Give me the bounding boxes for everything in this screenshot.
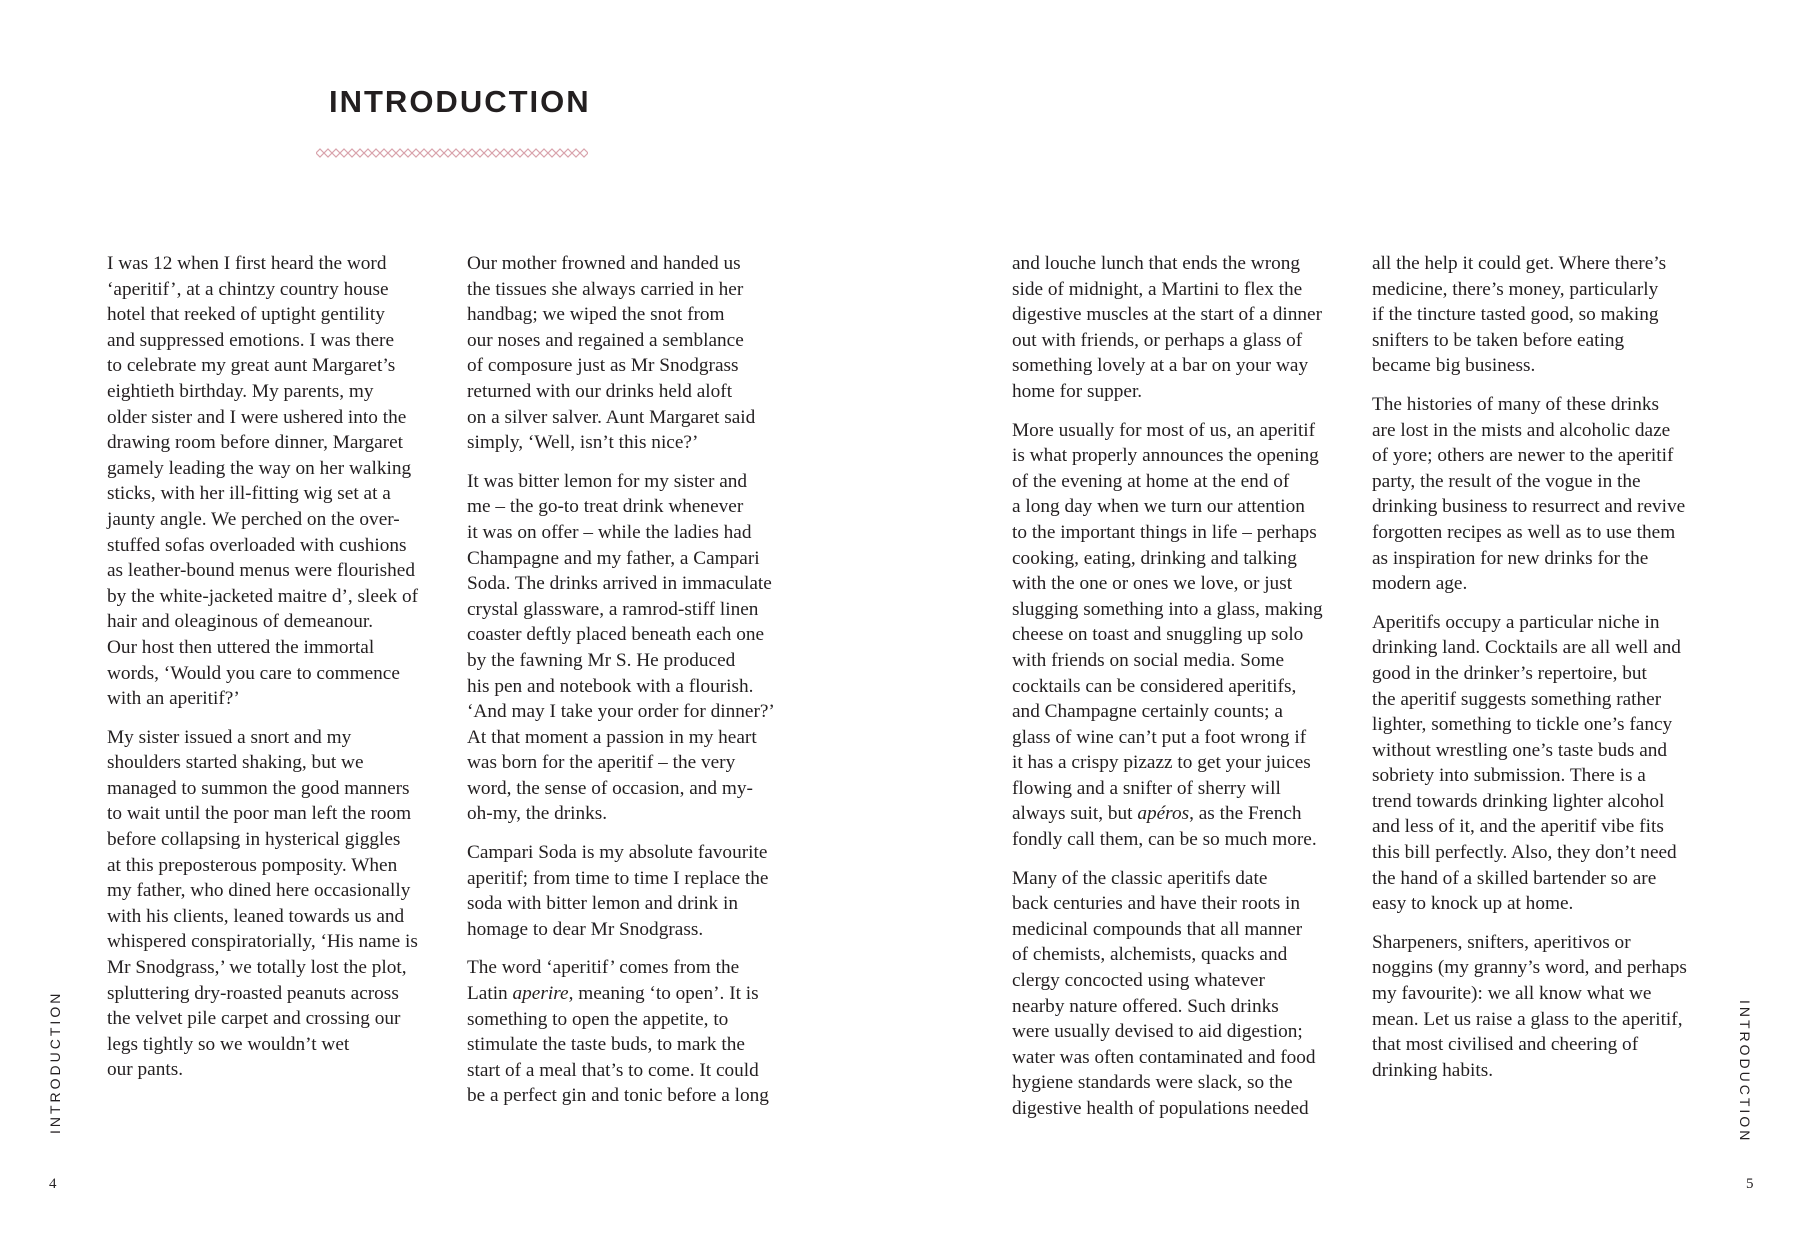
paragraph: It was bitter lemon for my sister and me – the go-to treat drink whenever it was on offer – while the ladies had Champagne and my father, a Campari Soda. The drinks arrived in immaculate crystal glassware, a ramrod-stiff linen coaster deftly placed beneath each one by the fawning Mr S. He produced his pen and notebook with a flourish. ‘And may I take your order for dinner?’ At that moment a passion in my heart was born for the aperitif – the very word, the sense of occasion, and my- oh-my, the drinks. <box>467 470 775 825</box>
text-column-2 <box>467 251 817 1122</box>
paragraph: Sharpeners, snifters, aperitivos or noggins (my granny’s word, and perhaps my favourite): we all know what we mean. Let us raise a glass to the aperitif, that most civilised and cheering of drinking habits. <box>1372 931 1687 1081</box>
paragraph: More usually for most of us, an aperitif is what properly announces the opening of the evening at home at the end of a long day when we turn our attention to the important things in life – perhaps cooking, eating, drinking and talking with the one or ones we love, or just slugging something into a glass, making cheese on toast and snuggling up solo with friends on social media. Some cocktails can be considered aperitifs, and Champagne certainly counts; a glass of wine can’t put a foot wrong if it has a crispy pizazz to get your juices flowing and a snifter of sherry will always suit, but apéros, as the French fondly call them, can be so much more. <box>1012 419 1323 851</box>
page-number-left: 4 <box>49 1176 57 1192</box>
paragraph: and louche lunch that ends the wrong side of midnight, a Martini to flex the digestive muscles at the start of a dinner out with friends, or perhaps a glass of something lovely at a bar on your way home for supper. <box>1012 253 1323 402</box>
italic-term: aperire <box>512 983 569 1005</box>
page-heading: INTRODUCTION <box>329 84 591 119</box>
text-column-4 <box>1372 251 1717 1096</box>
running-head-left: INTRODUCTION <box>47 990 63 1134</box>
paragraph: all the help it could get. Where there’s medicine, there’s money, particularly if the tincture tasted good, so making snifters to be taken before eating became big business. <box>1372 253 1667 377</box>
paragraph: Many of the classic aperitifs date back centuries and have their roots in medicinal compounds that all manner of chemists, alchemists, quacks and clergy concocted using whatever nearby nature offered. Such drinks were usually devised to aid digestion; water was often contaminated and food hygiene standards were slack, so the digestive health of populations needed <box>1012 867 1316 1119</box>
paragraph: My sister issued a snort and my shoulders started shaking, but we managed to summon the good manners to wait until the poor man left the room before collapsing in hysterical giggles at this preposterous pomposity. When my father, who dined here occasionally with his clients, leaned towards us and whispered conspiratorially, ‘His name is Mr Snodgrass,’ we totally lost the plot, spluttering dry-roasted peanuts across the velvet pile carpet and crossing our legs tightly so we wouldn’t wet our pants. <box>107 726 418 1081</box>
paragraph: Campari Soda is my absolute favourite aperitif; from time to time I replace the soda with bitter lemon and drink in homage to dear Mr Snodgrass. <box>467 842 769 940</box>
text-column-3 <box>1012 251 1357 1135</box>
italic-term: apéros <box>1137 803 1190 825</box>
text-column-1 <box>107 251 447 1096</box>
page-number-right: 5 <box>1746 1176 1754 1192</box>
running-head-right: INTRODUCTION <box>1737 1000 1753 1144</box>
zigzag-ornament-icon <box>316 147 588 159</box>
paragraph: Our mother frowned and handed us the tissues she always carried in her handbag; we wiped the snot from our noses and regained a semblance of composure just as Mr Snodgrass returned with our drinks held aloft on a silver salver. Aunt Margaret said simply, ‘Well, isn’t this nice?’ <box>467 253 756 454</box>
paragraph: Aperitifs occupy a particular niche in drinking land. Cocktails are all well and good in the drinker’s repertoire, but the aperitif suggests something rather lighter, something to tickle one’s fancy without wrestling one’s taste buds and sobriety into submission. There is a trend towards drinking lighter alcohol and less of it, and the aperitif vibe fits this bill perfectly. Also, they don’t need the hand of a skilled bartender so are easy to knock up at home. <box>1372 611 1681 915</box>
paragraph: The histories of many of these drinks are lost in the mists and alcoholic daze of yore; others are newer to the aperitif party, the result of the vogue in the drinking business to resurrect and revive forgotten recipes as well as to use them as inspiration for new drinks for the modern age. <box>1372 393 1686 595</box>
paragraph: I was 12 when I first heard the word ‘aperitif’, at a chintzy country house hotel that reeked of uptight gentility and suppressed emotions. I was there to celebrate my great aunt Margaret’s eightieth birthday. My parents, my older sister and I were ushered into the drawing room before dinner, Margaret gamely leading the way on her walking sticks, with her ill-fitting wig set at a jaunty angle. We perched on the over- stuffed sofas overloaded with cushions as leather-bound menus were flourished by the white-jacketed maitre d’, sleek of hair and oleaginous of demeanour. Our host then uttered the immortal words, ‘Would you care to commence with an aperitif?’ <box>107 253 419 710</box>
ornament-lower-zigzag <box>316 153 588 157</box>
right-page <box>900 0 1800 1233</box>
paragraph: The word ‘aperitif’ comes from the Latin aperire, meaning ‘to open’. It is something to open the appetite, to stimulate the taste buds, to mark the start of a meal that’s to come. It could be a perfect gin and tonic before a long <box>467 957 769 1107</box>
